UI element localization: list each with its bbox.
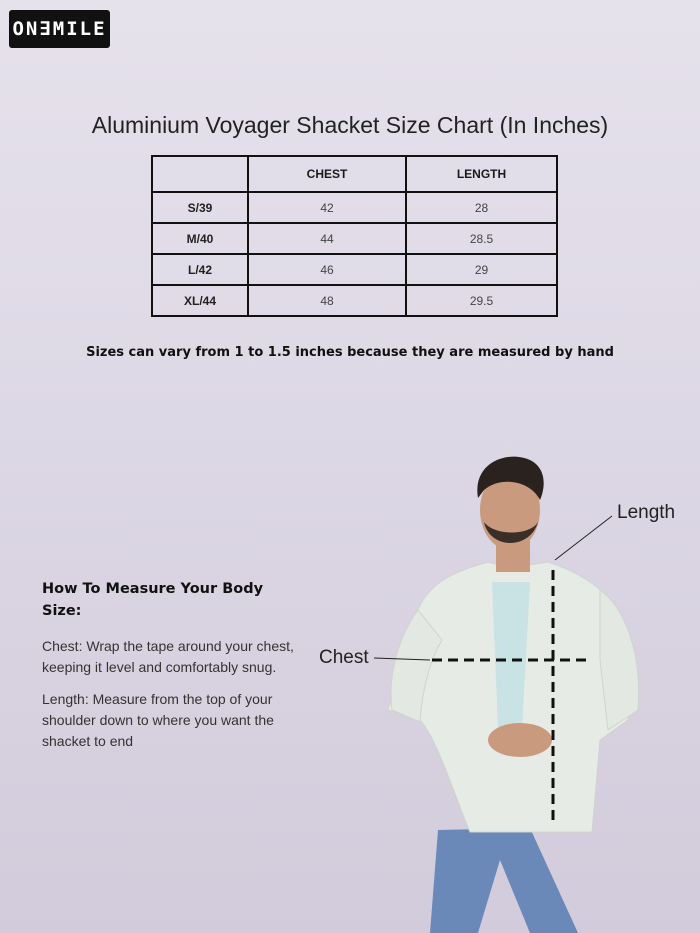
size-variance-note: Sizes can vary from 1 to 1.5 inches because they are measured by hand <box>86 345 614 360</box>
cell-length: 29 <box>406 254 557 285</box>
cell-length: 29.5 <box>406 285 557 316</box>
cell-size: M/40 <box>152 223 248 254</box>
cell-chest: 46 <box>248 254 406 285</box>
cell-size: XL/44 <box>152 285 248 316</box>
table-row <box>152 223 557 254</box>
brand-logo[interactable]: ON∃MILE <box>9 10 110 48</box>
page-title: Aluminium Voyager Shacket Size Chart (In Inches) <box>91 112 609 138</box>
table-row <box>152 285 557 316</box>
length-label: Length <box>617 502 676 523</box>
header-size <box>152 156 248 192</box>
right-sleeve <box>600 590 639 730</box>
chest-instruction: Chest: Wrap the tape around your chest, keeping it level and comfortably snug. <box>42 638 294 675</box>
length-pointer-line <box>555 516 612 560</box>
chest-label: Chest <box>319 647 369 668</box>
table-row <box>152 192 557 223</box>
cell-size: S/39 <box>152 192 248 223</box>
header-chest: CHEST <box>248 156 406 192</box>
cell-size: L/42 <box>152 254 248 285</box>
length-instruction: Length: Measure from the top of your shoulder down to where you want the shacket to end <box>42 691 274 749</box>
pants <box>430 828 578 933</box>
table-header-row <box>152 156 557 192</box>
cell-length: 28 <box>406 192 557 223</box>
table-row <box>152 254 557 285</box>
cell-chest: 48 <box>248 285 406 316</box>
header-length: LENGTH <box>406 156 557 192</box>
size-chart-table <box>151 155 558 317</box>
cell-length: 28.5 <box>406 223 557 254</box>
cell-chest: 42 <box>248 192 406 223</box>
how-to-measure-heading: How To Measure Your Body Size: <box>42 581 264 619</box>
cell-chest: 44 <box>248 223 406 254</box>
hands <box>488 723 552 757</box>
